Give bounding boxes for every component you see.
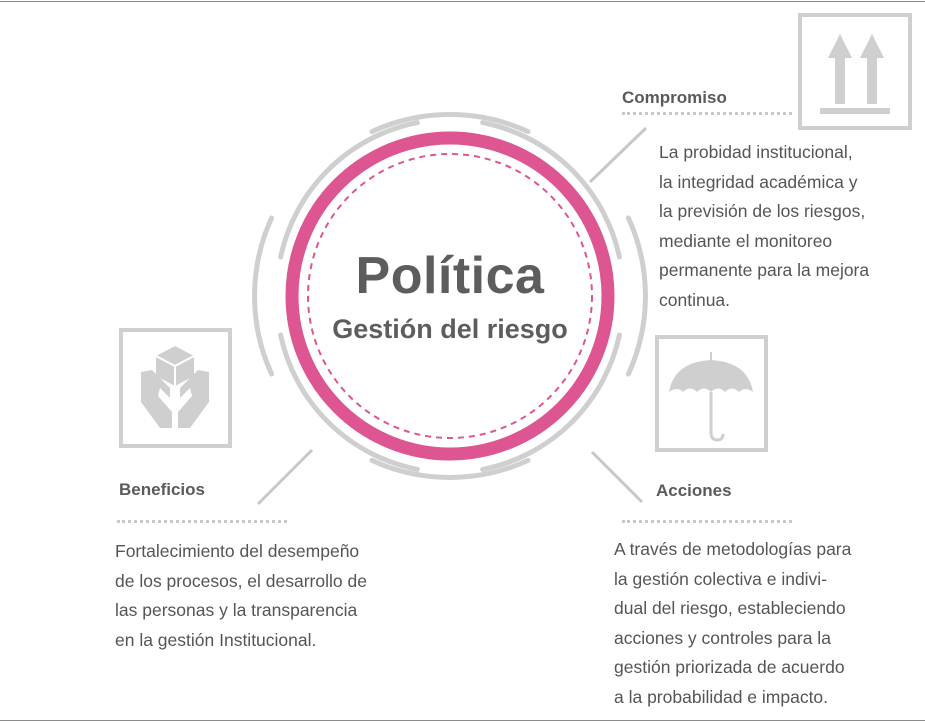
compromiso-line: mediante el monitoreo [659, 230, 833, 251]
acciones-line: a la probabilidad e impacto. [614, 686, 829, 707]
connector-beneficios [258, 450, 312, 504]
compromiso-dotted-divider [622, 112, 792, 115]
compromiso-line: continua. [659, 289, 731, 310]
beneficios-text [115, 537, 417, 655]
compromiso-line: La probidad institucional, [659, 142, 853, 162]
acciones-line: acciones y controles para la [614, 627, 831, 648]
acciones-line: dual del riesgo, estableciendo [614, 598, 846, 618]
hands-box-icon [121, 330, 230, 446]
connector-compromiso [590, 128, 646, 182]
beneficios-dotted-divider [117, 520, 287, 523]
center-title: Política [355, 247, 545, 305]
acciones-line: A través de metodologías para [614, 539, 852, 559]
connector-acciones [592, 452, 642, 502]
umbrella-icon [657, 337, 766, 450]
arrows-up-icon [800, 15, 910, 128]
compromiso-line: la integridad académica y [659, 171, 858, 192]
compromiso-line: permanente para la mejora [659, 260, 870, 280]
acciones-text [614, 535, 900, 712]
compromiso-heading: Compromiso [622, 88, 727, 107]
outer-arc-left [255, 218, 272, 374]
compromiso-line: la previsión de los riesgos, [659, 201, 866, 221]
acciones-line: la gestión colectiva e indivi- [614, 568, 828, 589]
outer-arc-right [628, 218, 645, 374]
beneficios-line: en la gestión Institucional. [115, 629, 317, 650]
acciones-line: gestión priorizada de acuerdo [614, 657, 845, 677]
acciones-dotted-divider [622, 520, 792, 523]
beneficios-line: de los procesos, el desarrollo de [115, 570, 367, 591]
beneficios-line: Fortalecimiento del desempeño [115, 541, 360, 561]
beneficios-line: las personas y la transparencia [115, 600, 358, 620]
compromiso-text [659, 138, 911, 315]
center-subtitle: Gestión del riesgo [332, 314, 568, 344]
acciones-heading: Acciones [656, 481, 732, 500]
beneficios-heading: Beneficios [119, 480, 205, 499]
